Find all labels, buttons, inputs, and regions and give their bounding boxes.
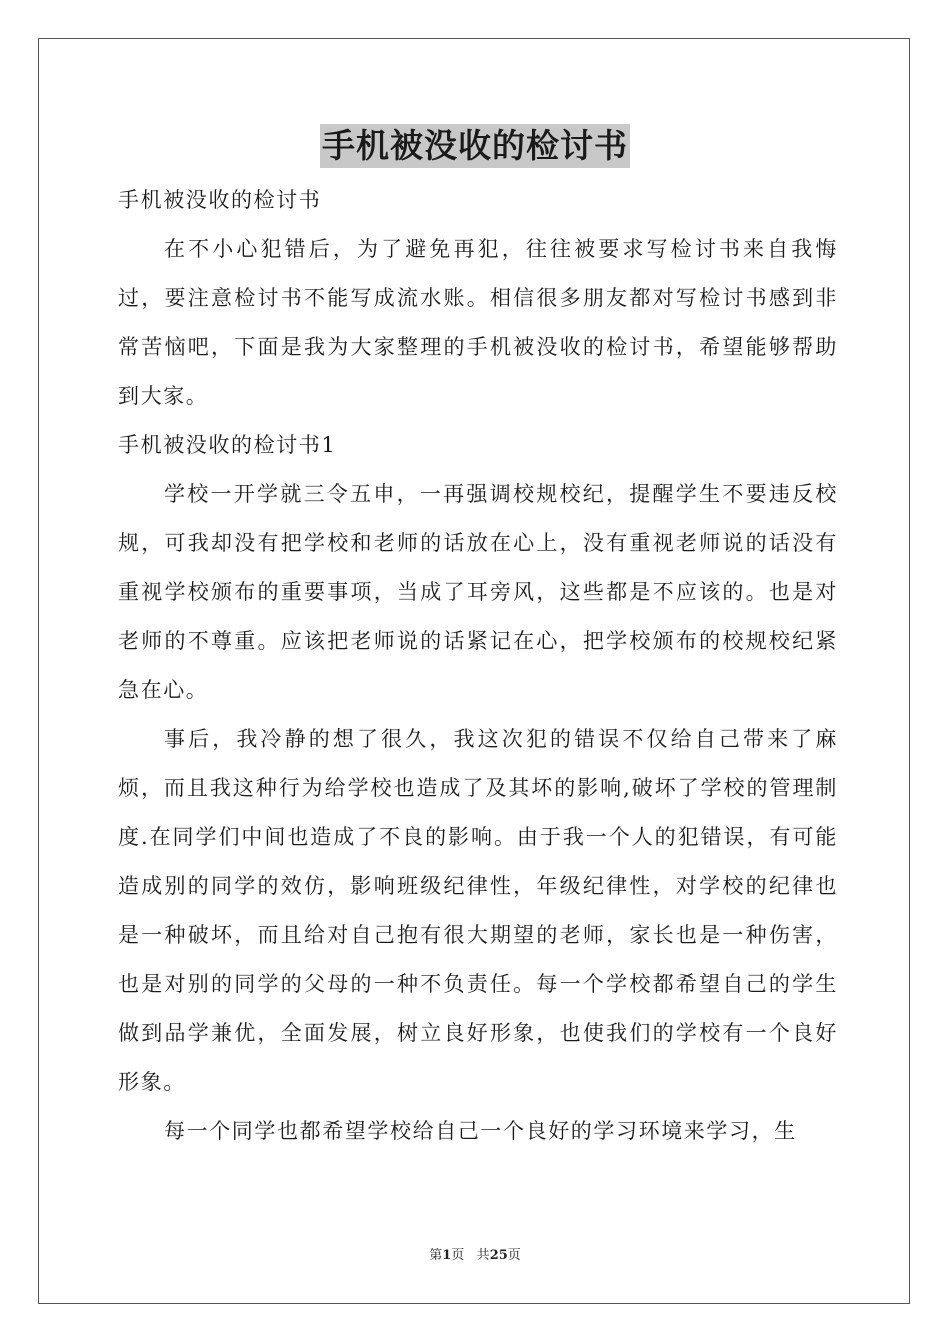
body-paragraph: 在不小心犯错后，为了避免再犯，往往被要求写检讨书来自我悔过，要注意检讨书不能写成流水账。相信很多朋友都对写检讨书感到非常苦恼吧，下面是我为大家整理的手机被没收的检讨书，希望能够帮助到大家。 — [118, 237, 838, 408]
title-container — [0, 124, 950, 168]
page-prefix: 第 — [429, 1248, 443, 1263]
body-paragraph: 每一个同学也都希望学校给自己一个良好的学习环境来学习，生 — [164, 1119, 797, 1143]
total-pages: 25 — [489, 1248, 508, 1263]
page-suffix: 页 — [451, 1248, 465, 1263]
total-prefix: 共 — [476, 1248, 490, 1263]
section-heading: 手机被没收的检讨书 — [118, 188, 322, 212]
section-heading: 手机被没收的检讨书1 — [118, 433, 337, 457]
total-suffix: 页 — [507, 1248, 521, 1263]
document-body — [118, 176, 838, 1156]
body-paragraph: 学校一开学就三令五申，一再强调校规校纪，提醒学生不要违反校规，可我却没有把学校和老师的话放在心上，没有重视老师说的话没有重视学校颁布的重要事项，当成了耳旁风，这些都是不应该的。也是对老师的不尊重。应该把老师说的话紧记在心，把学校颁布的校规校纪紧急在心。 — [118, 482, 838, 702]
body-paragraph: 事后，我冷静的想了很久，我这次犯的错误不仅给自己带来了麻烦，而且我这种行为给学校也造成了及其坏的影响,破坏了学校的管理制度.在同学们中间也造成了不良的影响。由于我一个人的犯错误，有可能造成别的同学的效仿，影响班级纪律性，年级纪律性，对学校的纪律也是一种破坏，而且给对自己抱有很大期望的老师，家长也是一种伤害，也是对别的同学的父母的一种不负责任。每一个学校都希望自己的学生做到品学兼优，全面发展，树立良好形象，也使我们的学校有一个良好形象。 — [118, 727, 838, 1094]
page-footer — [0, 1248, 950, 1264]
page-number: 1 — [442, 1248, 452, 1263]
document-title: 手机被没收的检讨书 — [320, 124, 630, 168]
